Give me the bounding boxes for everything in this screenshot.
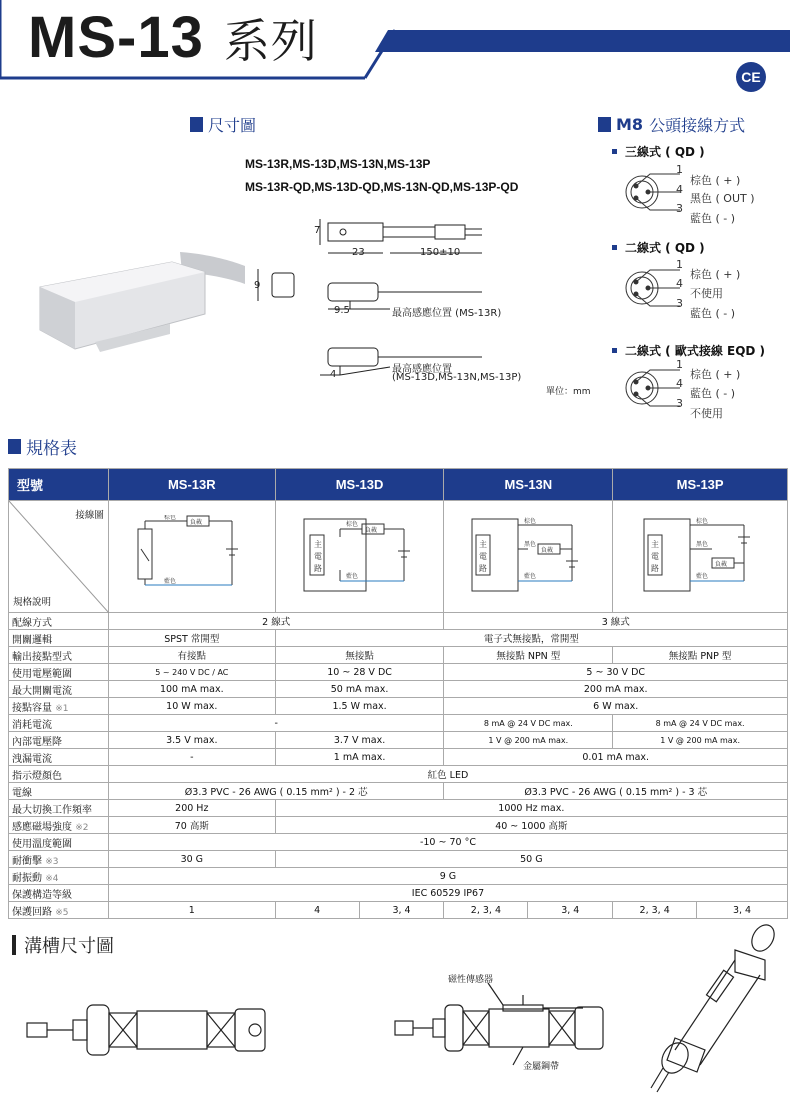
svg-text:路: 路 (651, 564, 660, 573)
model-list-2: MS-13R-QD,MS-13D-QD,MS-13N-QD,MS-13P-QD (245, 180, 519, 194)
pin-num: 4 (676, 183, 683, 196)
table-row: 耐振動 ※4 9 G (9, 868, 788, 885)
svg-text:藍色: 藍色 (696, 573, 709, 580)
svg-text:黑色: 黑色 (696, 541, 709, 548)
pin-num: 4 (676, 377, 683, 390)
pin-label: 棕色 ( + ) (690, 268, 741, 281)
connector-eqd-title: 二線式 ( 歐式接線 EQD ) (612, 342, 765, 359)
cylinder-3d-drawing (635, 920, 785, 1095)
dim-4: 4 (330, 369, 337, 380)
dim-150: 150±10 (420, 247, 461, 258)
pin-label: 棕色 ( + ) (690, 368, 741, 381)
pin-num: 3 (676, 202, 683, 215)
table-row: 電線 Ø3.3 PVC - 26 AWG ( 0.15 mm² ) - 2 芯 Ø3.3 PVC - 26 AWG ( 0.15 mm² ) - 3 芯 (9, 783, 788, 800)
pin-num: 1 (676, 358, 683, 371)
dim-9-5: 9.5 (334, 305, 350, 316)
svg-text:電: 電 (479, 552, 488, 561)
pin-label: 藍色 ( - ) (690, 212, 736, 225)
model-list-1: MS-13R,MS-13D,MS-13N,MS-13P (245, 157, 431, 171)
slot-section-title: 溝槽尺寸圖 (12, 932, 114, 958)
col-ms13r: MS-13R (108, 469, 275, 501)
pin-label: 棕色 ( + ) (690, 174, 741, 187)
svg-text:藍色: 藍色 (524, 573, 537, 580)
unit-label: 單位：mm (546, 387, 591, 397)
wiring-header-cell: 接線圖 規格說明 (9, 501, 109, 613)
connector-pin-diagrams (620, 160, 700, 430)
table-row: 指示燈顏色 紅色 LED (9, 766, 788, 783)
pin-label: 黑色 ( OUT ) (690, 192, 755, 205)
svg-text:棕色: 棕色 (696, 518, 709, 525)
ce-mark-icon: CE (736, 62, 766, 92)
svg-text:負載: 負載 (189, 519, 202, 526)
sensing-position-r: 最高感應位置 (MS-13R) (392, 308, 502, 319)
wiring-diagram-r (108, 501, 275, 613)
col-ms13n: MS-13N (444, 469, 613, 501)
connector-section-title: M8 公頭接線方式 (598, 113, 745, 136)
pin-num: 3 (676, 297, 683, 310)
svg-text:主: 主 (479, 540, 488, 549)
svg-text:主: 主 (651, 540, 660, 549)
svg-text:負載: 負載 (715, 561, 728, 568)
col-ms13p: MS-13P (613, 469, 788, 501)
table-row: 耐衝擊 ※3 30 G 50 G (9, 851, 788, 868)
table-row: 消耗電流 - 8 mA @ 24 V DC max. 8 mA @ 24 V DC max. (9, 715, 788, 732)
pin-label: 不使用 (690, 407, 723, 420)
magnetic-sensor-label: 磁性傳感器 (448, 975, 494, 985)
wiring-row (9, 501, 788, 613)
table-row: 保護回路 ※5 1 4 3, 4 2, 3, 4 3, 4 2, 3, 4 3, 4 (9, 902, 788, 919)
connector-2wire-title: 二線式 ( QD ) (612, 239, 705, 256)
wiring-diagram-d (275, 501, 444, 613)
table-row: 開關邏輯 SPST 常開型 電子式無接點，常開型 (9, 630, 788, 647)
table-row: 最大切換工作頻率 200 Hz 1000 Hz max. (9, 800, 788, 817)
svg-text:棕色: 棕色 (345, 521, 358, 528)
svg-text:電: 電 (313, 552, 322, 561)
sensor-photo (30, 232, 245, 362)
table-row: 使用電壓範圍 5 ~ 240 V DC / AC 10 ~ 28 V DC 5 ~ 30 V DC (9, 664, 788, 681)
pin-label: 不使用 (690, 287, 723, 300)
svg-text:黑色: 黑色 (524, 541, 537, 548)
pin-num: 4 (676, 277, 683, 290)
table-row: 使用溫度範圍 -10 ~ 70 °C (9, 834, 788, 851)
pin-label: 藍色 ( - ) (690, 307, 736, 320)
cylinder-drawing-1 (25, 995, 285, 1065)
pin-num: 3 (676, 397, 683, 410)
sensing-position-dnp-2: (MS-13D,MS-13N,MS-13P) (392, 372, 522, 383)
col-ms13d: MS-13D (275, 469, 444, 501)
svg-text:負載: 負載 (541, 547, 554, 554)
dimension-section-title: 尺寸圖 (190, 113, 256, 136)
svg-text:路: 路 (313, 564, 322, 573)
svg-text:棕色: 棕色 (163, 515, 176, 521)
svg-text:棕色: 棕色 (524, 518, 537, 525)
pin-label: 藍色 ( - ) (690, 387, 736, 400)
page-title: MS-13 系列 (28, 5, 318, 70)
wiring-diagram-p (613, 501, 788, 613)
metal-band-label: 金屬鋼帶 (523, 1062, 560, 1072)
svg-text:電: 電 (651, 552, 660, 561)
page-header (0, 0, 790, 90)
dim-23: 23 (352, 247, 365, 258)
svg-text:主: 主 (313, 540, 322, 549)
svg-text:負載: 負載 (364, 527, 377, 534)
connector-3wire-title: 三線式 ( QD ) (612, 143, 705, 160)
sensing-position-dnp-1: 最高感應位置 (392, 364, 452, 375)
table-row: 內部電壓降 3.5 V max. 3.7 V max. 1 V @ 200 mA max. 1 V @ 200 mA max. (9, 732, 788, 749)
col-model-header: 型號 (9, 469, 109, 501)
table-row: 最大開關電流 100 mA max. 50 mA max. 200 mA max. (9, 681, 788, 698)
table-row: 保護構造等級 IEC 60529 IP67 (9, 885, 788, 902)
wiring-diagram-n (444, 501, 613, 613)
dimension-drawing (250, 205, 510, 395)
pin-num: 1 (676, 258, 683, 271)
cylinder-drawing-2 (393, 975, 613, 1075)
spec-section-title: 規格表 (8, 434, 77, 459)
spec-table (8, 468, 788, 919)
table-row: 配線方式 2 線式 3 線式 (9, 613, 788, 630)
pin-num: 1 (676, 163, 683, 176)
svg-text:路: 路 (479, 564, 488, 573)
dim-7: 7 (314, 225, 321, 236)
dim-9: 9 (254, 280, 261, 291)
table-row: 接點容量 ※1 10 W max. 1.5 W max. 6 W max. (9, 698, 788, 715)
svg-text:藍色: 藍色 (345, 573, 358, 580)
table-row: 輸出接點型式 有接點 無接點 無接點 NPN 型 無接點 PNP 型 (9, 647, 788, 664)
svg-text:藍色: 藍色 (163, 578, 176, 585)
table-row: 感應磁場強度 ※2 70 高斯 40 ~ 1000 高斯 (9, 817, 788, 834)
table-row: 洩漏電流 - 1 mA max. 0.01 mA max. (9, 749, 788, 766)
table-header-row (9, 469, 788, 501)
